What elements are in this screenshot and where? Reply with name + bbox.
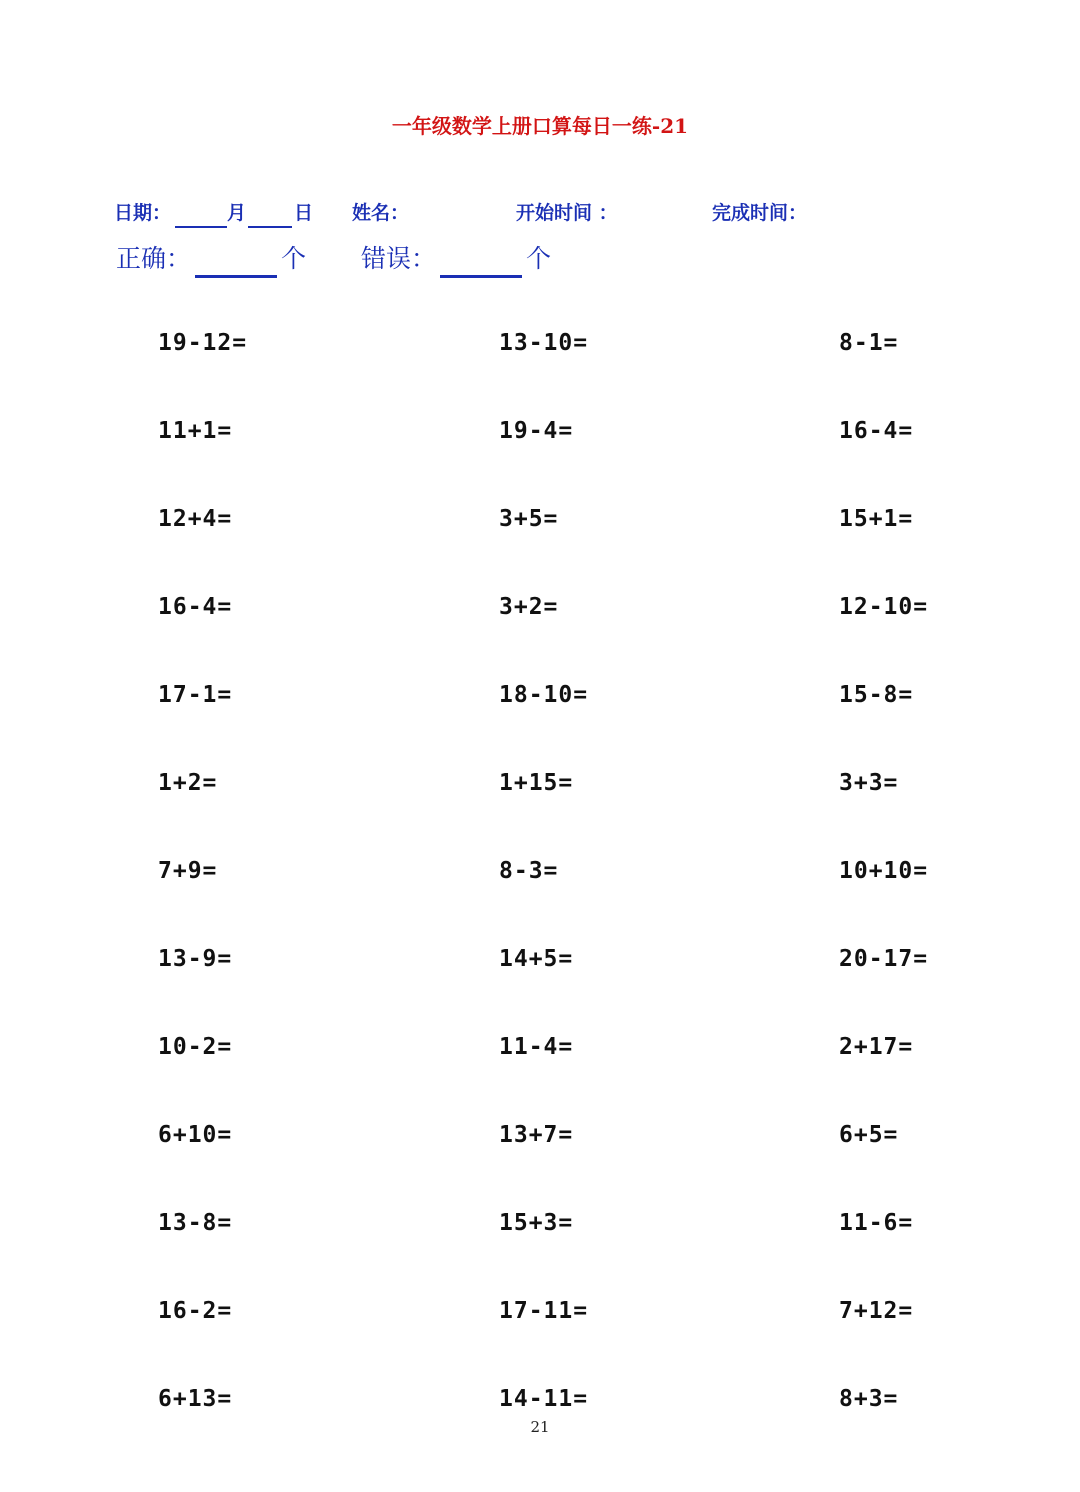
correct-field bbox=[116, 240, 306, 278]
arithmetic-problem: 15+3= bbox=[499, 1210, 574, 1236]
arithmetic-problem: 12+4= bbox=[158, 506, 233, 532]
arithmetic-problem: 8-1= bbox=[839, 330, 899, 356]
arithmetic-problem: 1+2= bbox=[158, 770, 218, 796]
problem-row bbox=[0, 411, 1080, 499]
arithmetic-problem: 15-8= bbox=[839, 682, 914, 708]
problem-row bbox=[0, 1203, 1080, 1291]
arithmetic-problem: 6+5= bbox=[839, 1122, 899, 1148]
problem-row bbox=[0, 763, 1080, 851]
problem-row bbox=[0, 939, 1080, 1027]
problem-row bbox=[0, 675, 1080, 763]
month-label: 月 bbox=[227, 202, 247, 224]
problem-row bbox=[0, 323, 1080, 411]
arithmetic-problem: 20-17= bbox=[839, 946, 929, 972]
info-row bbox=[0, 198, 1080, 228]
arithmetic-problem: 16-2= bbox=[158, 1298, 233, 1324]
worksheet-title: 一年级数学上册口算每日一练-21 bbox=[391, 114, 689, 138]
arithmetic-problem: 17-11= bbox=[499, 1298, 589, 1324]
wrong-label: 错误： bbox=[361, 244, 437, 273]
arithmetic-problem: 3+5= bbox=[499, 506, 559, 532]
problem-row bbox=[0, 851, 1080, 939]
month-blank[interactable] bbox=[175, 202, 227, 228]
arithmetic-problem: 18-10= bbox=[499, 682, 589, 708]
arithmetic-problem: 14-11= bbox=[499, 1386, 589, 1412]
arithmetic-problem: 13-10= bbox=[499, 330, 589, 356]
arithmetic-problem: 17-1= bbox=[158, 682, 233, 708]
problem-row bbox=[0, 1291, 1080, 1379]
arithmetic-problem: 10-2= bbox=[158, 1034, 233, 1060]
arithmetic-problem: 19-12= bbox=[158, 330, 248, 356]
day-label: 日 bbox=[294, 202, 314, 224]
page-number: 21 bbox=[530, 1418, 550, 1436]
arithmetic-problem: 6+13= bbox=[158, 1386, 233, 1412]
arithmetic-problem: 7+12= bbox=[839, 1298, 914, 1324]
arithmetic-problem: 10+10= bbox=[839, 858, 929, 884]
problem-row bbox=[0, 587, 1080, 675]
arithmetic-problem: 11-6= bbox=[839, 1210, 914, 1236]
problem-row bbox=[0, 1115, 1080, 1203]
arithmetic-problem: 16-4= bbox=[158, 594, 233, 620]
arithmetic-problem: 14+5= bbox=[499, 946, 574, 972]
arithmetic-problem: 19-4= bbox=[499, 418, 574, 444]
finish-time-label: 完成时间： bbox=[712, 202, 808, 224]
wrong-field bbox=[361, 240, 551, 278]
arithmetic-problem: 11-4= bbox=[499, 1034, 574, 1060]
arithmetic-problem: 13-8= bbox=[158, 1210, 233, 1236]
arithmetic-problem: 7+9= bbox=[158, 858, 218, 884]
arithmetic-problem: 13+7= bbox=[499, 1122, 574, 1148]
correct-unit: 个 bbox=[281, 244, 307, 273]
arithmetic-problem: 6+10= bbox=[158, 1122, 233, 1148]
day-blank[interactable] bbox=[248, 202, 292, 228]
arithmetic-problem: 1+15= bbox=[499, 770, 574, 796]
arithmetic-problem: 13-9= bbox=[158, 946, 233, 972]
wrong-count-blank[interactable] bbox=[440, 245, 522, 278]
date-field bbox=[114, 198, 313, 228]
arithmetic-problem: 11+1= bbox=[158, 418, 233, 444]
arithmetic-problem: 8-3= bbox=[499, 858, 559, 884]
correct-count-blank[interactable] bbox=[195, 245, 277, 278]
wrong-unit: 个 bbox=[526, 244, 552, 273]
arithmetic-problem: 3+2= bbox=[499, 594, 559, 620]
date-label: 日期： bbox=[114, 202, 172, 224]
score-row bbox=[0, 240, 1080, 278]
problem-row bbox=[0, 499, 1080, 587]
start-time-label: 开始时间 ： bbox=[516, 202, 618, 224]
arithmetic-problem: 15+1= bbox=[839, 506, 914, 532]
arithmetic-problem: 2+17= bbox=[839, 1034, 914, 1060]
arithmetic-problem: 8+3= bbox=[839, 1386, 899, 1412]
problem-row bbox=[0, 1027, 1080, 1115]
arithmetic-problem: 3+3= bbox=[839, 770, 899, 796]
problem-grid bbox=[0, 323, 1080, 1467]
correct-label: 正确： bbox=[116, 244, 192, 273]
name-label: 姓名： bbox=[352, 202, 410, 224]
arithmetic-problem: 16-4= bbox=[839, 418, 914, 444]
arithmetic-problem: 12-10= bbox=[839, 594, 929, 620]
